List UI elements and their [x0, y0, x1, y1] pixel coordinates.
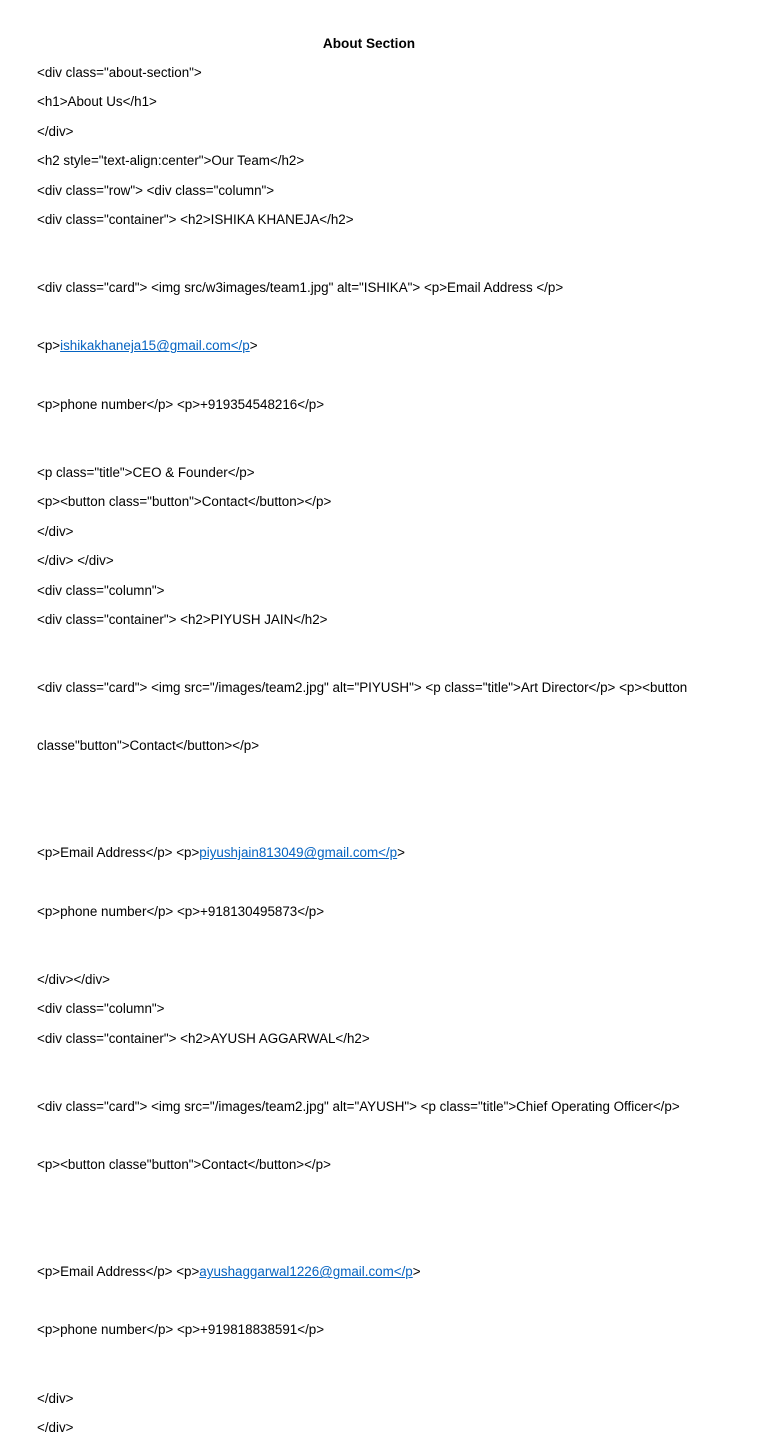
code-line: <div class="card"> <img src="/images/team2.jpg" alt="AYUSH"> <p class="title">Chief Operating Officer</p>: [37, 1098, 680, 1114]
code-text: <p>Email Address</p> <p>: [37, 1264, 200, 1280]
document-body: [37, 63, 737, 1447]
code-line: <div class="card"> <img src/w3images/team1.jpg" alt="ISHIKA"> <p>Email Address </p>: [37, 280, 564, 296]
email-link-ayush[interactable]: ayushaggarwal1226@gmail.com</p: [199, 1264, 413, 1280]
code-line: <div class="container"> <h2>ISHIKA KHANEJA</h2>: [37, 212, 354, 228]
email-link-piyush[interactable]: piyushjain813049@gmail.com</p: [199, 845, 398, 861]
code-line: </div>: [37, 1419, 74, 1435]
code-line: <p><button classe"button">Contact</button></p>: [37, 1157, 331, 1173]
code-line: <p><button class="button">Contact</button></p>: [37, 494, 332, 510]
code-paragraph-ayush-contact: [37, 1223, 737, 1378]
code-line: <p>phone number</p> <p>+919818838591</p>: [37, 1322, 325, 1338]
code-line: <h1>About Us</h1>: [37, 94, 157, 110]
code-line: </div>: [37, 1390, 74, 1406]
code-line: <p class="title">CEO & Founder</p>: [37, 464, 255, 480]
code-line-email: [37, 843, 737, 862]
code-line-email: [37, 336, 737, 355]
code-paragraph-ayush-card: [37, 1058, 737, 1213]
code-text: <p>Email Address</p> <p>: [37, 845, 200, 861]
code-line: <div class="row"> <div class="column">: [37, 182, 275, 198]
code-line: classe"button">Contact</button></p>: [37, 738, 260, 754]
code-line: <div class="container"> <h2>PIYUSH JAIN</h2>: [37, 611, 328, 627]
code-text: <p>: [37, 338, 61, 354]
document-title: About Section: [322, 36, 416, 51]
code-line: </div> </div>: [37, 553, 114, 569]
code-line: <h2 style="text-align:center">Our Team</h2>: [37, 153, 305, 169]
code-line: <div class="about-section">: [37, 65, 202, 80]
code-paragraph-piyush-card: [37, 639, 737, 794]
code-paragraph-ishika-card: [37, 239, 737, 452]
code-line: </div></div>: [37, 971, 110, 987]
code-line: </div>: [37, 523, 74, 539]
code-line: <div class="column">: [37, 582, 165, 598]
code-line: <div class="column">: [37, 1001, 165, 1017]
code-line: <p>phone number</p> <p>+919354548216</p>: [37, 396, 325, 412]
code-text: >: [412, 1264, 421, 1280]
code-line: </div>: [37, 123, 74, 139]
code-line: <p>phone number</p> <p>+918130495873</p>: [37, 903, 325, 919]
code-line: <div class="card"> <img src="/images/team2.jpg" alt="PIYUSH"> <p class="title">Art Director</p> <p><button: [37, 680, 688, 696]
email-link-ishika[interactable]: ishikakhaneja15@gmail.com</p: [60, 338, 250, 354]
code-line-email: [37, 1262, 737, 1281]
code-text: >: [249, 338, 258, 354]
code-line: <div class="container"> <h2>AYUSH AGGARWAL</h2>: [37, 1030, 370, 1046]
code-text: >: [397, 845, 405, 861]
code-paragraph-piyush-contact: [37, 805, 737, 960]
